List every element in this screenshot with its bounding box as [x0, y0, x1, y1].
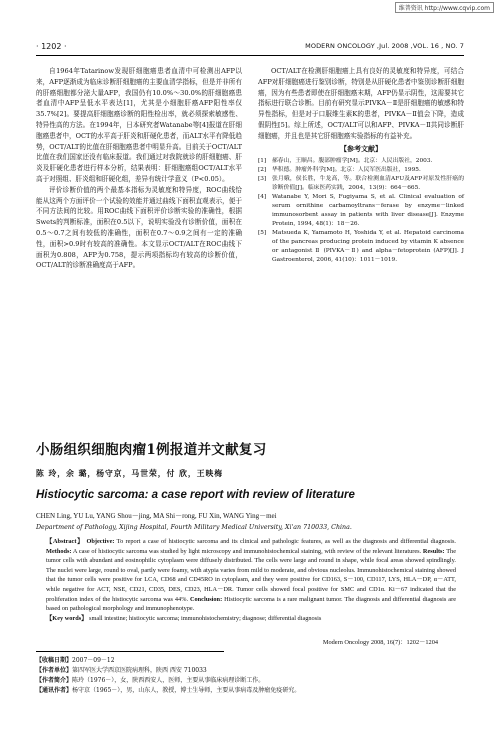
reference-text: 张月娥，侯长胜，牛龙高，等。联合检测血清AFU及AFP对原发性肝癌的诊断价值[J]。临床医药实践，2004，13(9)：664－665.: [272, 176, 464, 192]
reference-number: [2]: [258, 167, 267, 174]
citation-line: Modern Oncology 2008, 16(7)：1202－1204: [322, 639, 438, 646]
results-label: Results:: [422, 547, 445, 555]
reference-item: [258, 175, 464, 193]
article-title-en: Histiocytic sarcoma: a case report with review of literature: [36, 489, 355, 501]
reference-item: [258, 166, 464, 175]
objective-text: To report a case of histiocytic sarcoma and its clinical and pathologic features, as well as the diagnosis and differential diagnosis.: [116, 538, 457, 545]
abstract: [46, 537, 456, 623]
reference-number: [1]: [258, 158, 267, 165]
conclusion-label: Conclusion:: [189, 595, 223, 603]
keywords-label: 【Key words】: [46, 614, 88, 622]
reference-item: [258, 157, 464, 166]
conclusion-text: Histiocytic sarcoma is a rare malignant tumor. The diagnosis and differential diagnosis are based on pathological morphology and immunophenotype.: [46, 595, 456, 613]
reference-text: Watanabe Y, Mori S, Fugiyama S, et al. Clinical evaluation of serum ornithine carbamoyltrans－ferase by enzyme－linked immunosorbent assay in patients with liver disease[J]. Enzyme Protein, 1994, 48(1)：18－26.: [272, 194, 464, 228]
reference-number: [4]: [258, 194, 267, 201]
reference-number: [5]: [258, 230, 267, 237]
footnote-key: 【作者单位】: [36, 667, 73, 674]
methods-label: Methods:: [46, 547, 72, 555]
footnote-key: 【收稿日期】: [36, 657, 73, 664]
reference-text: Matsueda K, Yamamoto H, Yoshida Y, et al. Hepatoid carcinoma of the pancreas producing protein induced by vitamin K absence or antagonist Ⅱ (PIVKA－Ⅱ) and alpha－fetoprotein (AFP)[J]. J Gastroenterol, 2006, 41(10)：1011－1019.: [272, 230, 464, 264]
footnote-rule: [36, 651, 224, 652]
reference-item: [258, 193, 464, 229]
left-column: [36, 66, 242, 271]
results-text: The tumor cells with abundant and eosinophilic cytoplasm were diffusely distributed. The cells were large and round in shape, while focal areas showed spindlingly. The nuclei were large, round to oval, partly were foamy, with atypia varies from mild to moderate, and obvious nucleolus. Immunohistochemical staining showed that the tumor cells were positive for LCA, CD68 and CD45RO in cytoplasm, and they were positive for CD163, S－100, CD117, LYS, HLA－DP, α－ATT, while negative for ACT, NSE, CD21, CD35, DES, CD23, HLA－DR. Tumor cells showed focal positive for SMC and CD1α. Ki－67 indicated that the proliferation index of the histiocytic sarcoma was 44%.: [46, 547, 456, 603]
footnote-corresponding: [36, 686, 464, 696]
references-list: [258, 157, 464, 265]
article-title-cn: 小肠组织细胞肉瘤1例报道并文献复习: [36, 442, 267, 458]
footnote-value: 第四军医大学西京医院病理科，陕西 西安 710033: [72, 667, 207, 674]
reference-number: [3]: [258, 176, 267, 183]
footnote-value: 杨守京（1965－），男，山东人，教授，博士生导师，主要从事病毒及肿瘤免疫研究。: [72, 687, 301, 694]
authors-en: CHEN Ling, YU Lu, YANG Shou－jing, MA Shi－rong, FU Xin, WANG Ying－mei: [36, 512, 277, 520]
footnote-author-bio: [36, 676, 464, 686]
authors-cn: 陈 玲，余 璐，杨守京，马世荣，付 欣，王映梅: [36, 469, 224, 478]
footnote-key: 【通讯作者】: [36, 687, 73, 694]
footnote-key: 【作者简介】: [36, 677, 73, 684]
page-header: [36, 42, 464, 56]
watermark: 维普资讯 http://www.cqvip.com: [395, 2, 494, 13]
header-rule: [36, 55, 464, 56]
paragraph: OCT/ALT在检测肝细胞癌上具有良好的灵敏度和特异度，可结合AFP对肝细胞癌进行鉴别诊断，特别是从肝硬化患者中鉴别诊断肝细胞癌，因为有些患者即使在肝细胞癌末期，AFP仍显示阴性，这需要其它指标进行联合诊断。目前有研究显示PIVKA－Ⅱ是肝细胞癌的敏感和特异性指标，但是对于口服维生素K的患者，PIVKA－Ⅱ值会下降，造成假阴性[5]。综上所述，OCT/ALT可以和AFP、PIVKA－Ⅱ共同诊断肝细胞癌，并且也是其它肝细胞癌实验指标的有益补充。: [258, 67, 464, 140]
right-column: [258, 66, 464, 265]
footnote-received: [36, 656, 464, 666]
journal-reference: MODERN ONCOLOGY ,Jul. 2008 ,VOL. 16 , NO. 7: [305, 42, 464, 50]
page-number: · 1202 ·: [36, 42, 67, 51]
paragraph: 评价诊断价值的两个最基本指标为灵敏度和特异度，ROC曲线恰能从这两个方面评价一个试验的效能并通过曲线下面积直观表示，便于不同方法间的比较。用ROC曲线下面积评价诊断实验的准确性，根据Swets的判断标准，面积在0.5以下，说明实验没有诊断价值，面积在0.5～0.7之间有较低的准确性，面积在0.7～0.9之间有一定的准确性，面积>0.9时有较高的准确性。本文显示OCT/ALT在ROC曲线下面积为0.808，AFP为0.758，提示两项指标均有较高的诊断价值，OCT/ALT的诊断准确度高于AFP。: [36, 185, 242, 270]
keywords-text: small intestine; histiocytic sarcoma; immunohistochemistry; diagnose; differential diagnosis: [89, 614, 322, 622]
methods-text: A case of histiocytic sarcoma was studied by light microscopy and immunohistochemical staining, with review of the relevant literatures.: [72, 547, 422, 555]
paragraph: 自1964年Tatarinow发现肝细胞癌患者血清中可检测出AFP以来，AFP逐渐成为临床诊断肝细胞癌的主要血清学指标，但是并非所有的肝癌细胞都分泌大量AFP，我国仍有10.0%～30.0%的肝细胞癌患者血清中AFP呈低水平表达[1]，尤其是小细胞肝癌AFP阳性率仅35.7%[2]。要提高肝细胞癌诊断的阳性检出率，就必须探索敏感性、特异性高的方法。在1994年，日本研究者Watanabe等[4]报道在肝细胞癌患者中，OCT的水平高于肝炎和肝硬化患者，而ALT水平有降低趋势，OCT/ALT的比值在肝细胞癌患者中明显升高。目前关于OCT/ALT比值在我们国家还没有临床报道。我们通过对我院就诊的肝细胞癌、肝炎及肝硬化患者进行样本分析，结果表明：肝细胞癌组OCT/ALT水平高于对照组、肝炎组和肝硬化组，差异有统计学意义（P<0.05）。: [36, 67, 242, 183]
footnote-value: 陈玲（1976－），女，陕西西安人，医师，主要从事临床病理诊断工作。: [72, 677, 265, 684]
objective-label: Objective:: [86, 538, 115, 545]
footnotes: [36, 656, 464, 696]
reference-text: 郝春山，王顺昌。腹部肿瘤学[M]。北京：人民出版社，2003.: [272, 158, 433, 165]
reference-text: 华积德。肿瘤外科学[M]。北京：人民军医出版社，1995.: [272, 167, 421, 174]
reference-item: [258, 229, 464, 265]
footnote-affiliation: [36, 666, 464, 676]
abstract-label: 【Abstract】: [46, 538, 85, 545]
footnote-value: 2007－09－12: [72, 657, 115, 664]
references-title: 【参考文献】: [340, 143, 382, 153]
affiliation-en: Department of Pathology, Xijing Hospital, Fourth Military Medical University, Xi'an 710033, China.: [36, 524, 352, 531]
